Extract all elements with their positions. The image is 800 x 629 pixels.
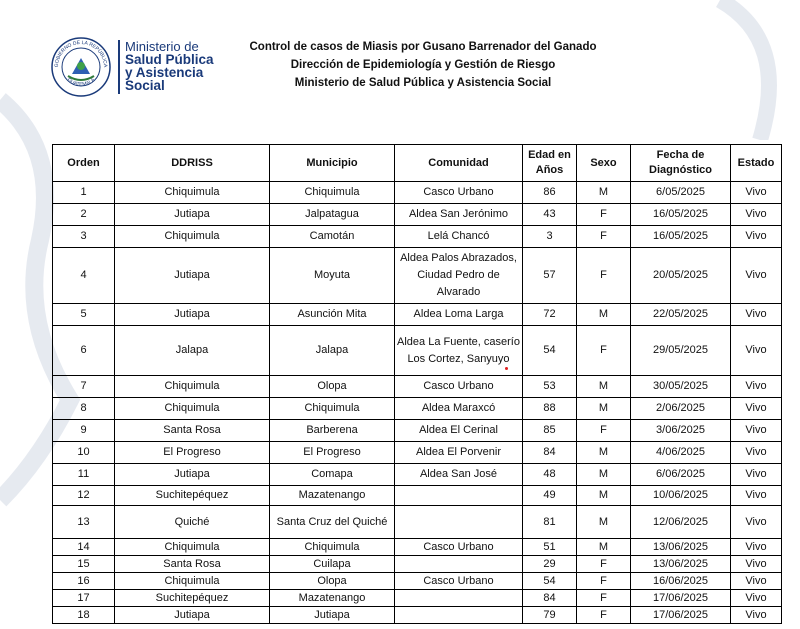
table-cell: Jalapa	[270, 326, 395, 376]
table-cell: El Progreso	[115, 442, 270, 464]
table-cell: F	[577, 326, 631, 376]
table-cell: 13/06/2025	[631, 556, 731, 573]
table-cell: Jutiapa	[115, 248, 270, 304]
table-cell: Vivo	[731, 376, 782, 398]
table-cell: Vivo	[731, 304, 782, 326]
table-row	[53, 607, 782, 624]
table-cell: 17/06/2025	[631, 607, 731, 624]
title-line-3: Ministerio de Salud Pública y Asistencia Social	[294, 77, 552, 89]
table-cell: Vivo	[731, 182, 782, 204]
table-cell: 16/05/2025	[631, 204, 731, 226]
table-cell: 6	[53, 326, 115, 376]
table-cell: 6/06/2025	[631, 464, 731, 486]
table-cell: 20/05/2025	[631, 248, 731, 304]
column-header: DDRISS	[115, 145, 270, 182]
table-cell: Lelá Chancó	[395, 226, 523, 248]
table-cell: Suchitepéquez	[115, 590, 270, 607]
table-cell: M	[577, 464, 631, 486]
table-cell	[395, 607, 523, 624]
table-cell: Cuilapa	[270, 556, 395, 573]
ministry-logo	[50, 36, 230, 100]
table-cell: M	[577, 486, 631, 506]
table-cell: 29/05/2025	[631, 326, 731, 376]
coat-of-arms-seal	[50, 36, 112, 98]
svg-text:GUATEMALA	[66, 77, 97, 88]
table-cell: Aldea La Fuente, caserío Los Cortez, Sanyuyo	[395, 326, 523, 376]
table-cell: Vivo	[731, 226, 782, 248]
table-cell: M	[577, 182, 631, 204]
table-cell: 79	[523, 607, 577, 624]
column-header: Edad en Años	[523, 145, 577, 182]
table-cell: Vivo	[731, 204, 782, 226]
ministry-name	[125, 40, 214, 92]
table-cell: 53	[523, 376, 577, 398]
column-header: Orden	[53, 145, 115, 182]
table-row	[53, 398, 782, 420]
table-cell: 30/05/2025	[631, 376, 731, 398]
table-cell: El Progreso	[270, 442, 395, 464]
table-cell: Comapa	[270, 464, 395, 486]
table-cell: Aldea San Jerónimo	[395, 204, 523, 226]
table-cell: Jutiapa	[115, 607, 270, 624]
table-cell: 3/06/2025	[631, 420, 731, 442]
table-cell: 48	[523, 464, 577, 486]
table-cell: Aldea El Cerinal	[395, 420, 523, 442]
table-cell: Suchitepéquez	[115, 486, 270, 506]
table-cell: Chiquimula	[115, 376, 270, 398]
table-cell: Jutiapa	[115, 204, 270, 226]
table-cell: 49	[523, 486, 577, 506]
column-header: Sexo	[577, 145, 631, 182]
table-cell: 12	[53, 486, 115, 506]
seal-bottom-text: GUATEMALA	[65, 77, 97, 88]
red-mark	[505, 367, 508, 370]
table-cell	[395, 506, 523, 539]
table-cell: Jalapa	[115, 326, 270, 376]
table-cell: 1	[53, 182, 115, 204]
table-cell: Chiquimula	[115, 539, 270, 556]
table-row	[53, 506, 782, 539]
table-cell: 88	[523, 398, 577, 420]
table-cell: F	[577, 573, 631, 590]
table-cell: M	[577, 398, 631, 420]
table-row	[53, 182, 782, 204]
table-cell: 5	[53, 304, 115, 326]
table-row	[53, 326, 782, 376]
table-cell: 6/05/2025	[631, 182, 731, 204]
table-cell: Chiquimula	[270, 398, 395, 420]
table-cell: 54	[523, 326, 577, 376]
table-cell: Jutiapa	[115, 464, 270, 486]
table-row	[53, 573, 782, 590]
table-cell: Mazatenango	[270, 486, 395, 506]
table-cell: 7	[53, 376, 115, 398]
table-cell: 16/06/2025	[631, 573, 731, 590]
table-cell: Vivo	[731, 464, 782, 486]
table-cell: 29	[523, 556, 577, 573]
table-cell: M	[577, 304, 631, 326]
table-cell: Chiquimula	[270, 539, 395, 556]
table-cell: 22/05/2025	[631, 304, 731, 326]
table-cell: Vivo	[731, 506, 782, 539]
table-cell: 9	[53, 420, 115, 442]
table-cell: Casco Urbano	[395, 376, 523, 398]
table-cell: Aldea El Porvenir	[395, 442, 523, 464]
document-title-block	[233, 38, 613, 92]
table-row	[53, 304, 782, 326]
table-cell: 15	[53, 556, 115, 573]
table-cell: F	[577, 248, 631, 304]
ministry-line-4: Social	[125, 78, 165, 93]
ministry-line-2: Salud Pública	[125, 52, 214, 67]
table-header-row	[53, 145, 782, 182]
table-cell: 81	[523, 506, 577, 539]
title-line-1: Control de casos de Miasis por Gusano Barrenador del Ganado	[249, 41, 597, 53]
table-cell: Vivo	[731, 420, 782, 442]
table-cell: 8	[53, 398, 115, 420]
ministry-line-3: y Asistencia	[125, 65, 204, 80]
table-cell: Chiquimula	[115, 182, 270, 204]
table-cell: F	[577, 607, 631, 624]
table-cell: 57	[523, 248, 577, 304]
table-cell: 13/06/2025	[631, 539, 731, 556]
table-row	[53, 226, 782, 248]
table-cell: 2	[53, 204, 115, 226]
table-cell: Chiquimula	[115, 226, 270, 248]
table-cell: 51	[523, 539, 577, 556]
table-cell: Chiquimula	[115, 398, 270, 420]
table-cell: 12/06/2025	[631, 506, 731, 539]
cases-table	[52, 144, 782, 624]
table-cell: Barberena	[270, 420, 395, 442]
table-cell: Mazatenango	[270, 590, 395, 607]
table-cell: F	[577, 590, 631, 607]
table-cell: Vivo	[731, 398, 782, 420]
table-cell: Vivo	[731, 539, 782, 556]
table-cell: 11	[53, 464, 115, 486]
table-cell	[395, 556, 523, 573]
table-cell: 72	[523, 304, 577, 326]
table-cell: Santa Rosa	[115, 556, 270, 573]
table-cell: F	[577, 226, 631, 248]
table-cell: Casco Urbano	[395, 539, 523, 556]
table-cell: 4/06/2025	[631, 442, 731, 464]
table-cell: 3	[53, 226, 115, 248]
table-cell: 43	[523, 204, 577, 226]
column-header: Municipio	[270, 145, 395, 182]
table-cell: 14	[53, 539, 115, 556]
table-cell: 16/05/2025	[631, 226, 731, 248]
table-cell: M	[577, 539, 631, 556]
table-cell: Vivo	[731, 590, 782, 607]
table-row	[53, 420, 782, 442]
table-cell: Vivo	[731, 442, 782, 464]
table-cell: M	[577, 442, 631, 464]
table-row	[53, 248, 782, 304]
column-header: Fecha de Diagnóstico	[631, 145, 731, 182]
table-row	[53, 539, 782, 556]
table-cell: Olopa	[270, 573, 395, 590]
table-row	[53, 486, 782, 506]
table-cell: Chiquimula	[270, 182, 395, 204]
column-header: Comunidad	[395, 145, 523, 182]
table-cell: 54	[523, 573, 577, 590]
seal-top-text: GOBIERNO DE LA REPÚBLICA	[53, 39, 109, 68]
table-cell: 86	[523, 182, 577, 204]
table-cell: 10/06/2025	[631, 486, 731, 506]
table-cell: 16	[53, 573, 115, 590]
table-cell: Jutiapa	[115, 304, 270, 326]
table-cell: 84	[523, 442, 577, 464]
table-cell: 18	[53, 607, 115, 624]
table-cell: Vivo	[731, 607, 782, 624]
table-cell: 85	[523, 420, 577, 442]
table-cell: Chiquimula	[115, 573, 270, 590]
table-row	[53, 464, 782, 486]
table-cell: 84	[523, 590, 577, 607]
table-cell: Jalpatagua	[270, 204, 395, 226]
table-cell	[395, 590, 523, 607]
table-cell: Vivo	[731, 556, 782, 573]
table-cell: Vivo	[731, 326, 782, 376]
table-cell: Casco Urbano	[395, 573, 523, 590]
table-cell: Asunción Mita	[270, 304, 395, 326]
table-cell: 17/06/2025	[631, 590, 731, 607]
table-row	[53, 442, 782, 464]
table-cell: Moyuta	[270, 248, 395, 304]
table-cell: M	[577, 506, 631, 539]
table-cell: 10	[53, 442, 115, 464]
watermark-right	[700, 0, 800, 140]
table-cell: F	[577, 556, 631, 573]
table-cell: Aldea Palos Abrazados, Ciudad Pedro de Alvarado	[395, 248, 523, 304]
table-cell: F	[577, 420, 631, 442]
table-cell: Vivo	[731, 573, 782, 590]
table-cell: Santa Rosa	[115, 420, 270, 442]
table-cell: Olopa	[270, 376, 395, 398]
table-cell: 3	[523, 226, 577, 248]
table-cell: 13	[53, 506, 115, 539]
table-cell: Santa Cruz del Quiché	[270, 506, 395, 539]
ministry-line-1: Ministerio de	[125, 39, 199, 54]
table-cell: 17	[53, 590, 115, 607]
table-cell: Vivo	[731, 486, 782, 506]
table-cell: Casco Urbano	[395, 182, 523, 204]
column-header: Estado	[731, 145, 782, 182]
table-cell	[395, 486, 523, 506]
table-cell: 2/06/2025	[631, 398, 731, 420]
table-row	[53, 590, 782, 607]
table-cell: Aldea Loma Larga	[395, 304, 523, 326]
table-cell: M	[577, 376, 631, 398]
table-cell: Camotán	[270, 226, 395, 248]
table-cell: 4	[53, 248, 115, 304]
table-cell: Quiché	[115, 506, 270, 539]
table-row	[53, 556, 782, 573]
table-cell: Jutiapa	[270, 607, 395, 624]
table-row	[53, 376, 782, 398]
logo-divider	[118, 40, 120, 94]
title-line-2: Dirección de Epidemiología y Gestión de Riesgo	[290, 59, 556, 71]
table-cell: F	[577, 204, 631, 226]
table-cell: Aldea San José	[395, 464, 523, 486]
table-cell: Aldea Maraxcó	[395, 398, 523, 420]
table-cell: Vivo	[731, 248, 782, 304]
table-body	[53, 182, 782, 624]
table-row	[53, 204, 782, 226]
